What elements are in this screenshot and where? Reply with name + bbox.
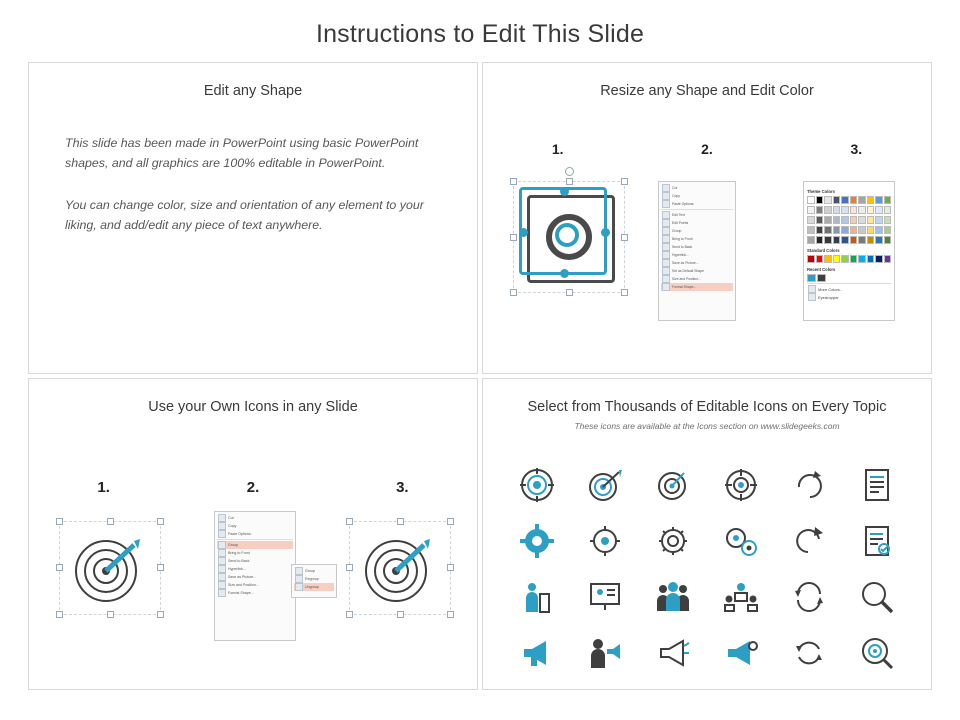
resize-handle-ml[interactable] bbox=[56, 564, 63, 571]
panel-resize-shape bbox=[482, 62, 932, 374]
resize-handle-bc[interactable] bbox=[566, 289, 573, 296]
theme-swatch-row[interactable] bbox=[807, 206, 891, 214]
bring-front-icon bbox=[218, 549, 226, 557]
resize-handle-bl[interactable] bbox=[56, 611, 63, 618]
menu-item-label: Edit Points bbox=[672, 221, 689, 225]
handle-dot-left[interactable] bbox=[519, 228, 528, 237]
menu-item-label: Bring to Front bbox=[672, 237, 693, 241]
menu-item[interactable] bbox=[661, 211, 733, 219]
bullhorn-alt-icon[interactable] bbox=[724, 638, 758, 668]
submenu-item[interactable] bbox=[294, 567, 334, 575]
swatch[interactable] bbox=[807, 216, 815, 224]
swatch[interactable] bbox=[867, 206, 875, 214]
swatch[interactable] bbox=[807, 255, 815, 263]
menu-divider bbox=[661, 209, 733, 210]
target-arrow-icon[interactable] bbox=[588, 468, 622, 502]
team-meeting-icon[interactable] bbox=[723, 581, 759, 613]
panel-edit-shape bbox=[28, 62, 478, 374]
presentation-person-icon[interactable] bbox=[588, 580, 622, 614]
swatch[interactable] bbox=[807, 196, 815, 204]
swatch[interactable] bbox=[841, 196, 849, 204]
menu-item[interactable] bbox=[661, 192, 733, 200]
menu-item-label: Group bbox=[672, 229, 682, 233]
handle-dot-bottom[interactable] bbox=[560, 269, 569, 278]
swatch[interactable] bbox=[816, 226, 824, 234]
megaphone-icon[interactable] bbox=[520, 638, 554, 668]
resize-handle-br[interactable] bbox=[447, 611, 454, 618]
target-icon-illustration-right bbox=[347, 519, 451, 617]
default-shape-icon bbox=[662, 267, 670, 275]
standard-swatch-row[interactable] bbox=[807, 255, 891, 263]
eyedropper-item[interactable] bbox=[807, 293, 891, 301]
target-search-icon[interactable] bbox=[860, 636, 894, 670]
menu-item-label: Cut bbox=[228, 516, 234, 520]
swatch[interactable] bbox=[841, 226, 849, 234]
swatch[interactable] bbox=[824, 206, 832, 214]
menu-item-label: Paste Options: bbox=[228, 532, 252, 536]
group-icon bbox=[662, 227, 670, 235]
panel-subtitle-icon-library: These icons are available at the Icons section on www.slidegeeks.com bbox=[574, 421, 840, 431]
paste-icon bbox=[218, 530, 226, 538]
target-arrow-ungrouped-icon bbox=[362, 531, 436, 605]
swatch[interactable] bbox=[833, 216, 841, 224]
recent-colors-label: Recent Colors bbox=[807, 267, 836, 272]
menu-item-label: Size and Position... bbox=[672, 277, 702, 281]
swatch[interactable] bbox=[858, 255, 866, 263]
menu-item-label: Save as Picture... bbox=[672, 261, 699, 265]
edit-shape-paragraph-2: You can change color, size and orientation of any element to your liking, and add/edit any piece of text anywhere. bbox=[65, 198, 424, 232]
swatch[interactable] bbox=[858, 216, 866, 224]
resize-handle-tc[interactable] bbox=[107, 518, 114, 525]
menu-item-label: Send to Back bbox=[672, 245, 693, 249]
regroup-icon bbox=[295, 575, 303, 583]
handle-dot-right[interactable] bbox=[601, 228, 610, 237]
menu-item-label: Format Shape... bbox=[672, 285, 697, 289]
theme-swatch-row[interactable] bbox=[807, 216, 891, 224]
resize-handle-tr[interactable] bbox=[621, 178, 628, 185]
swatch[interactable] bbox=[858, 226, 866, 234]
swatch[interactable] bbox=[867, 196, 875, 204]
menu-item[interactable] bbox=[661, 227, 733, 235]
menu-item-label: Send to Back bbox=[228, 559, 250, 563]
gear-teal-icon[interactable] bbox=[520, 524, 554, 558]
paste-icon bbox=[662, 200, 670, 208]
target-arrow-alt-icon[interactable] bbox=[656, 468, 690, 502]
format-shape-icon bbox=[662, 283, 670, 291]
swatch[interactable] bbox=[841, 206, 849, 214]
send-back-icon bbox=[218, 557, 226, 565]
menu-item-format-shape[interactable] bbox=[661, 283, 733, 291]
step-number-3: 3. bbox=[396, 479, 409, 496]
swatch[interactable] bbox=[841, 255, 849, 263]
swatch[interactable] bbox=[824, 236, 832, 244]
resize-handle-br[interactable] bbox=[157, 611, 164, 618]
menu-item-label: Bring to Front bbox=[228, 551, 250, 555]
swatch[interactable] bbox=[833, 196, 841, 204]
swatch[interactable] bbox=[816, 255, 824, 263]
step-number-2: 2. bbox=[701, 141, 713, 157]
hyperlink-icon bbox=[218, 565, 226, 573]
swatch[interactable] bbox=[807, 206, 815, 214]
menu-item[interactable] bbox=[661, 219, 733, 227]
swatch[interactable] bbox=[817, 274, 826, 282]
swatch[interactable] bbox=[833, 255, 841, 263]
handle-dot-top[interactable] bbox=[560, 187, 569, 196]
group-icon bbox=[295, 567, 303, 575]
recycle-arrows-icon[interactable] bbox=[793, 637, 825, 669]
menu-item[interactable] bbox=[217, 557, 293, 565]
format-shape-icon bbox=[218, 589, 226, 597]
size-position-icon bbox=[218, 581, 226, 589]
panel-own-icons bbox=[28, 378, 478, 690]
magnifier-icon[interactable] bbox=[860, 580, 894, 614]
document-lines-icon[interactable] bbox=[862, 468, 892, 502]
menu-item-label: Size and Position... bbox=[228, 583, 259, 587]
menu-item[interactable] bbox=[217, 581, 293, 589]
page-title: Instructions to Edit This Slide bbox=[315, 20, 645, 48]
group-icon bbox=[218, 541, 226, 549]
refresh-clockwise-icon[interactable] bbox=[793, 469, 825, 501]
menu-item-label: Set as Default Shape bbox=[672, 269, 705, 273]
target-arrow-icon bbox=[72, 531, 146, 605]
swatch[interactable] bbox=[841, 236, 849, 244]
swatch[interactable] bbox=[875, 226, 883, 234]
resize-handle-bc[interactable] bbox=[397, 611, 404, 618]
swatch[interactable] bbox=[824, 216, 832, 224]
group-submenu bbox=[291, 564, 337, 598]
menu-item[interactable] bbox=[217, 522, 293, 530]
swatch[interactable] bbox=[841, 216, 849, 224]
menu-item[interactable] bbox=[661, 275, 733, 283]
menu-item-label: Group bbox=[228, 543, 238, 547]
swatch[interactable] bbox=[850, 226, 858, 234]
theme-swatch-row[interactable] bbox=[807, 196, 891, 204]
swatch[interactable] bbox=[884, 255, 892, 263]
resize-handle-tr[interactable] bbox=[447, 518, 454, 525]
menu-item-label: Edit Text bbox=[672, 213, 685, 217]
sync-arrows-icon[interactable] bbox=[793, 581, 825, 613]
announce-icon[interactable] bbox=[656, 638, 690, 668]
swatch[interactable] bbox=[816, 216, 824, 224]
save-picture-icon bbox=[218, 573, 226, 581]
eyedropper-label: Eyedropper bbox=[818, 294, 839, 300]
swatch[interactable] bbox=[850, 236, 858, 244]
color-picker-image bbox=[803, 181, 895, 321]
swatch[interactable] bbox=[816, 236, 824, 244]
cut-icon bbox=[218, 514, 226, 522]
swatch[interactable] bbox=[884, 196, 892, 204]
context-menu-image bbox=[658, 181, 736, 321]
menu-item-label: Copy bbox=[228, 524, 237, 528]
context-menu-image-group bbox=[214, 511, 296, 641]
eyedropper-icon bbox=[808, 293, 816, 301]
swatch[interactable] bbox=[884, 226, 892, 234]
step-number-1: 1. bbox=[551, 141, 564, 157]
swatch[interactable] bbox=[850, 216, 858, 224]
panel-title-resize-shape: Resize any Shape and Edit Color bbox=[600, 83, 814, 99]
crosshair-icon[interactable] bbox=[724, 468, 758, 502]
panel-grid bbox=[28, 62, 932, 690]
resize-handle-bc[interactable] bbox=[107, 611, 114, 618]
swatch[interactable] bbox=[850, 206, 858, 214]
person-speaking-icon[interactable] bbox=[588, 637, 622, 669]
menu-item[interactable] bbox=[217, 573, 293, 581]
menu-item[interactable] bbox=[217, 589, 293, 597]
resize-handle-mr[interactable] bbox=[621, 234, 628, 241]
menu-item-label: Paste Options: bbox=[672, 202, 695, 206]
swatch[interactable] bbox=[884, 236, 892, 244]
swatch[interactable] bbox=[867, 236, 875, 244]
resize-handle-tc[interactable] bbox=[397, 518, 404, 525]
save-picture-icon bbox=[662, 259, 670, 267]
swatch[interactable] bbox=[816, 206, 824, 214]
swatch[interactable] bbox=[875, 196, 883, 204]
copy-icon bbox=[662, 192, 670, 200]
menu-item[interactable] bbox=[217, 565, 293, 573]
shape-handles-illustration bbox=[513, 181, 633, 301]
resize-handle-ml[interactable] bbox=[346, 564, 353, 571]
swatch[interactable] bbox=[824, 196, 832, 204]
target-ring-icon[interactable] bbox=[520, 468, 554, 502]
rotate-arrow-icon[interactable] bbox=[793, 525, 825, 557]
menu-item[interactable] bbox=[217, 530, 293, 538]
swatch[interactable] bbox=[824, 255, 832, 263]
resize-handle-tl[interactable] bbox=[56, 518, 63, 525]
resize-handle-mr[interactable] bbox=[447, 564, 454, 571]
menu-item-label: Format Shape... bbox=[228, 591, 254, 595]
palette-icon bbox=[808, 285, 816, 293]
menu-item-label: Save as Picture... bbox=[228, 575, 257, 579]
theme-swatch-row[interactable] bbox=[807, 236, 891, 244]
swatch[interactable] bbox=[807, 236, 815, 244]
ungroup-icon bbox=[295, 583, 303, 591]
gear-flower-icon[interactable] bbox=[588, 524, 622, 558]
submenu-item-ungroup[interactable] bbox=[294, 583, 334, 591]
swatch[interactable] bbox=[875, 236, 883, 244]
theme-swatch-row[interactable] bbox=[807, 226, 891, 234]
theme-colors-label: Theme Colors bbox=[807, 189, 835, 194]
target-icon-illustration-left bbox=[57, 519, 161, 617]
swatch[interactable] bbox=[867, 216, 875, 224]
swatch[interactable] bbox=[875, 216, 883, 224]
menu-item-group[interactable] bbox=[217, 541, 293, 549]
panel-icon-library bbox=[482, 378, 932, 690]
swatch[interactable] bbox=[858, 236, 866, 244]
resize-handle-tr[interactable] bbox=[157, 518, 164, 525]
menu-item-label: Copy bbox=[672, 194, 680, 198]
clipboard-check-icon[interactable] bbox=[862, 524, 892, 558]
edit-shape-paragraph-1: This slide has been made in PowerPoint using basic PowerPoint shapes, and all graphics are 100% editable in PowerPoint. bbox=[65, 136, 419, 170]
swatch[interactable] bbox=[833, 206, 841, 214]
cut-icon bbox=[662, 184, 670, 192]
menu-item[interactable] bbox=[661, 200, 733, 208]
person-podium-icon[interactable] bbox=[521, 580, 553, 614]
own-icons-steps bbox=[29, 479, 477, 496]
panel-title-own-icons: Use your Own Icons in any Slide bbox=[148, 399, 358, 415]
swatch[interactable] bbox=[884, 206, 892, 214]
menu-item[interactable] bbox=[661, 235, 733, 243]
menu-item-label: Hyperlink... bbox=[672, 253, 689, 257]
menu-item[interactable] bbox=[217, 549, 293, 557]
resize-handle-tc[interactable] bbox=[566, 178, 573, 185]
swatch[interactable] bbox=[867, 255, 875, 263]
edit-text-icon bbox=[662, 211, 670, 219]
step-number-1: 1. bbox=[97, 479, 110, 496]
resize-handle-tl[interactable] bbox=[510, 178, 517, 185]
step-number-3: 3. bbox=[850, 141, 863, 157]
swatch[interactable] bbox=[875, 255, 883, 263]
standard-colors-label: Standard Colors bbox=[807, 248, 840, 253]
rotate-handle[interactable] bbox=[565, 167, 574, 176]
menu-item[interactable] bbox=[661, 184, 733, 192]
resize-handle-bl[interactable] bbox=[346, 611, 353, 618]
panel-title-edit-shape: Edit any Shape bbox=[203, 83, 303, 99]
menu-item[interactable] bbox=[661, 267, 733, 275]
gear-outline-icon[interactable] bbox=[656, 524, 690, 558]
menu-item[interactable] bbox=[661, 259, 733, 267]
edit-points-icon bbox=[662, 219, 670, 227]
shape-ring-teal bbox=[555, 223, 579, 247]
swatch[interactable] bbox=[875, 206, 883, 214]
menu-item[interactable] bbox=[217, 514, 293, 522]
swatch[interactable] bbox=[867, 226, 875, 234]
swatch[interactable] bbox=[807, 226, 815, 234]
more-colors-label: More Colors... bbox=[818, 286, 844, 292]
swatch[interactable] bbox=[858, 206, 866, 214]
resize-handle-bl[interactable] bbox=[510, 289, 517, 296]
menu-item-label: Cut bbox=[672, 186, 678, 190]
bring-front-icon bbox=[662, 235, 670, 243]
menu-divider bbox=[217, 539, 293, 540]
swatch[interactable] bbox=[884, 216, 892, 224]
swatch[interactable] bbox=[850, 196, 858, 204]
people-group-icon[interactable] bbox=[655, 581, 691, 613]
swatch[interactable] bbox=[858, 196, 866, 204]
menu-item[interactable] bbox=[661, 243, 733, 251]
copy-icon bbox=[218, 522, 226, 530]
swatch[interactable] bbox=[816, 196, 824, 204]
recent-swatch-row[interactable] bbox=[807, 274, 891, 282]
swatch[interactable] bbox=[850, 255, 858, 263]
hyperlink-icon bbox=[662, 251, 670, 259]
resize-handle-mr[interactable] bbox=[157, 564, 164, 571]
swatch[interactable] bbox=[824, 226, 832, 234]
menu-item[interactable] bbox=[661, 251, 733, 259]
submenu-item-label: Regroup bbox=[305, 577, 319, 581]
resize-handle-br[interactable] bbox=[621, 289, 628, 296]
swatch[interactable] bbox=[833, 226, 841, 234]
swatch[interactable] bbox=[833, 236, 841, 244]
submenu-item-label: Group bbox=[305, 569, 315, 573]
icon-gallery bbox=[503, 457, 911, 681]
step-number-2: 2. bbox=[246, 479, 260, 496]
swatch[interactable] bbox=[807, 274, 816, 282]
submenu-item[interactable] bbox=[294, 575, 334, 583]
resize-handle-ml[interactable] bbox=[510, 234, 517, 241]
size-position-icon bbox=[662, 275, 670, 283]
menu-item-label: Hyperlink... bbox=[228, 567, 246, 571]
submenu-item-label: Ungroup bbox=[305, 585, 319, 589]
send-back-icon bbox=[662, 243, 670, 251]
gears-double-icon[interactable] bbox=[723, 524, 759, 558]
menu-divider bbox=[807, 283, 891, 284]
panel-title-icon-library: Select from Thousands of Editable Icons on Every Topic bbox=[527, 399, 887, 415]
resize-steps bbox=[483, 141, 931, 157]
more-colors-item[interactable] bbox=[807, 285, 891, 293]
resize-handle-tl[interactable] bbox=[346, 518, 353, 525]
